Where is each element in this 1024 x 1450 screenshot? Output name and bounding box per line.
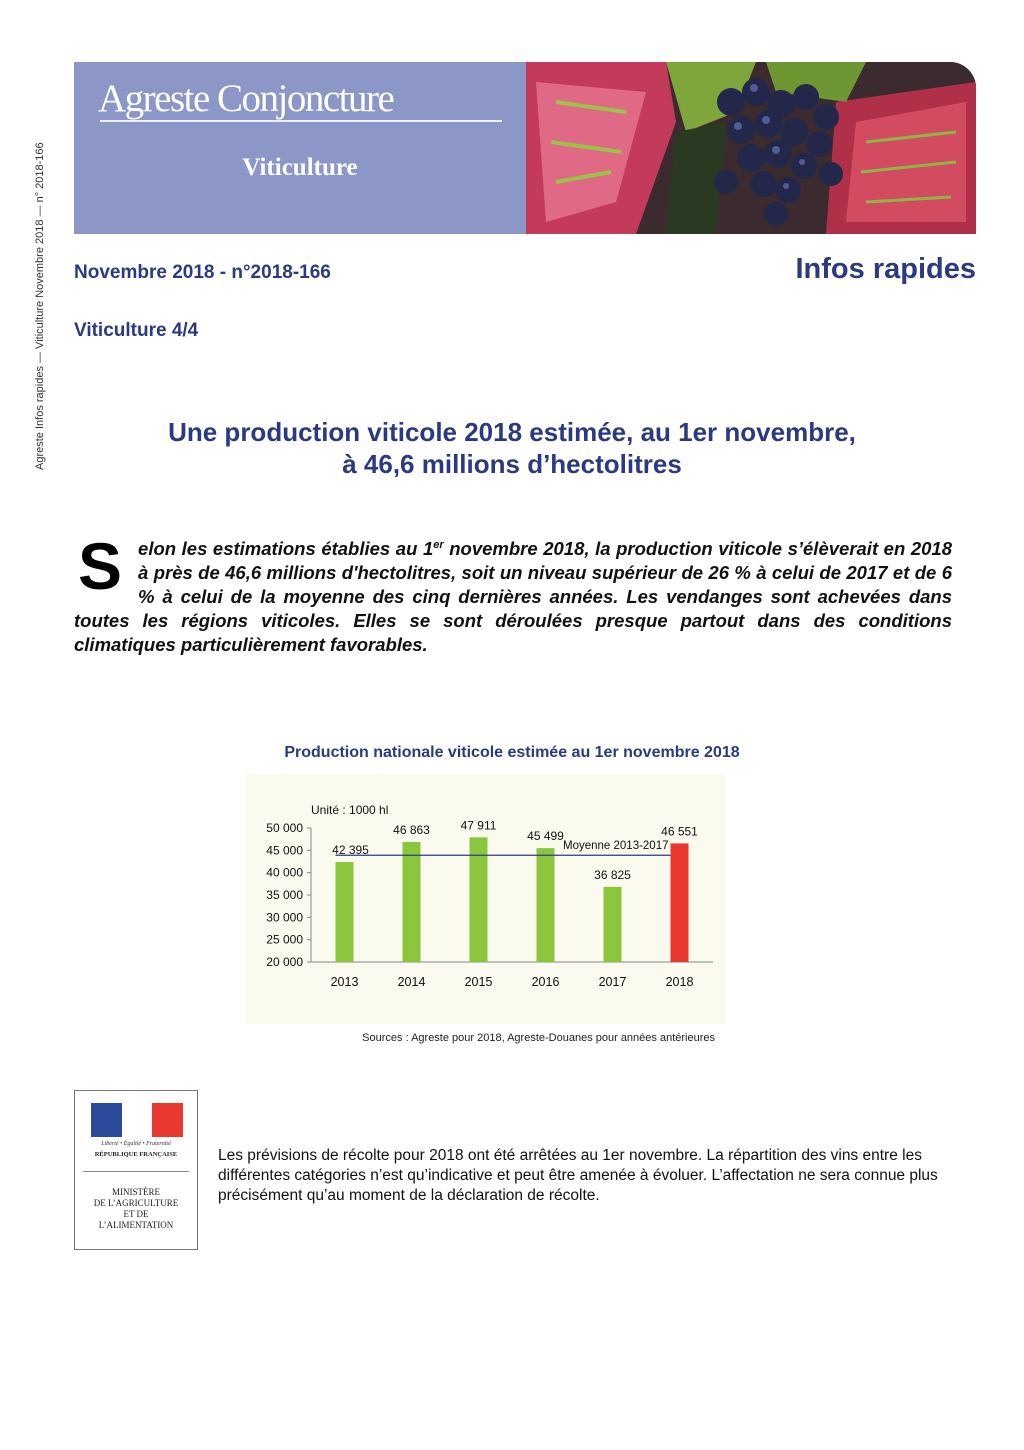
y-tick-label: 35 000: [266, 888, 303, 902]
data-label: 46 551: [661, 824, 698, 839]
bar-2017: [604, 887, 622, 962]
x-tick-label: 2018: [665, 975, 694, 989]
ministry-logo: [74, 1090, 198, 1250]
headline: [74, 416, 950, 480]
logo-motto: Liberté • Égalité • Fraternité: [101, 1141, 171, 1147]
logo-republic: RÉPUBLIQUE FRANÇAISE: [94, 1151, 178, 1158]
harvest-note: Les prévisions de récolte pour 2018 ont été arrêtées au 1er novembre. La répartition des vins entre les différentes catégories n’est qu’indicative et peut être amenée à évoluer. L’affectation ne sera connue plus précisément qu’au moment de la déclaration de récolte.: [218, 1147, 938, 1204]
french-flag-icon: [91, 1103, 183, 1137]
y-tick-label: 50 000: [266, 821, 303, 835]
issue-label: Novembre 2018 - n°2018-166: [74, 262, 331, 283]
sources-note: Sources : Agreste pour 2018, Agreste-Douanes pour années antérieures: [362, 1032, 715, 1044]
header-banner: [74, 62, 976, 234]
data-label: 46 863: [393, 823, 430, 838]
x-tick-label: 2015: [464, 975, 493, 989]
bar-2014: [403, 842, 421, 962]
banner-title-panel: [74, 62, 526, 234]
bar-2013: [336, 862, 354, 962]
x-tick-label: 2013: [330, 975, 359, 989]
logo-divider: [83, 1171, 189, 1172]
x-tick-label: 2017: [598, 975, 627, 989]
brand-underline: [100, 120, 502, 122]
section-label: Viticulture 4/4: [74, 320, 199, 341]
infos-rapides-label: Infos rapides: [795, 253, 976, 285]
bar-2016: [537, 848, 555, 962]
bar-2018: [671, 843, 689, 962]
brand-name: Agreste Conjoncture: [98, 77, 394, 120]
production-chart: [245, 774, 725, 1024]
grapes-image-icon: [526, 62, 976, 234]
data-label: 36 825: [594, 867, 631, 882]
banner-subtitle: Viticulture: [242, 154, 358, 181]
lead-superscript: er: [433, 538, 444, 551]
drop-cap: S: [78, 529, 123, 603]
y-tick-label: 40 000: [266, 865, 303, 880]
chart-title: Production nationale viticole estimée au 1er novembre 2018: [284, 744, 740, 761]
data-label: 42 395: [332, 842, 369, 857]
bar-2015: [470, 837, 488, 962]
logo-ministry: MINISTÈRE DE L’AGRICULTURE ET DE L’ALIMENTATION: [93, 1187, 179, 1230]
x-tick-label: 2014: [397, 975, 426, 989]
y-tick-label: 45 000: [266, 843, 303, 858]
y-tick-label: 25 000: [266, 932, 303, 947]
vertical-side-text: Agreste Infos rapides — Viticulture Novembre 2018 — n° 2018-166: [34, 142, 46, 470]
y-tick-label: 20 000: [266, 955, 303, 969]
unit-label: Unité : 1000 hl: [311, 803, 389, 817]
lead-text-part-1: elon les estimations établies au 1: [138, 538, 434, 559]
x-tick-label: 2016: [531, 975, 560, 989]
data-label: 47 911: [460, 818, 497, 833]
headline-line-2: à 46,6 millions d’hectolitres: [342, 449, 682, 479]
lead-paragraph: [74, 529, 953, 657]
bar-chart-svg: [245, 774, 725, 1024]
y-tick-label: 30 000: [266, 910, 303, 925]
lead-text-part-2: novembre 2018, la production viticole s’élèverait en 2018 à près de 46,6 millions d'hectolitres, soit un niveau supérieur de 26 % à celui de 2017 et de 6 % à celui de la moyenne des cinq dernières années. Les vendanges sont achevées dans toutes les régions viticoles. Elles se sont déroulées presque partout dans des conditions climatiques particulièrement favorables.: [74, 538, 953, 655]
data-label: 45 499: [527, 829, 564, 844]
average-line-label: Moyenne 2013-2017: [563, 840, 669, 853]
grapes-photo: [526, 62, 976, 234]
headline-line-1: Une production viticole 2018 estimée, au 1er novembre,: [168, 417, 856, 447]
